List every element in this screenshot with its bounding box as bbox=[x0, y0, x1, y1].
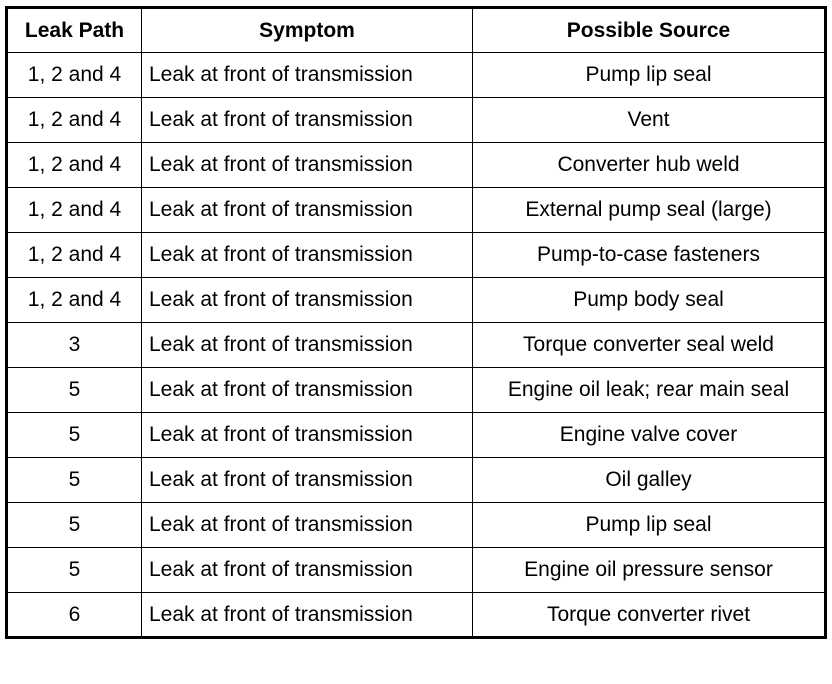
possible-source-cell: Pump lip seal bbox=[473, 53, 826, 98]
possible-source-cell: Pump-to-case fasteners bbox=[473, 233, 826, 278]
possible-source-cell: Engine oil leak; rear main seal bbox=[473, 368, 826, 413]
symptom-cell: Leak at front of transmission bbox=[142, 458, 473, 503]
possible-source-cell: Vent bbox=[473, 98, 826, 143]
table-row bbox=[7, 188, 826, 233]
leak-path-cell: 1, 2 and 4 bbox=[7, 278, 142, 323]
header-leak-path: Leak Path bbox=[7, 8, 142, 53]
possible-source-cell: External pump seal (large) bbox=[473, 188, 826, 233]
header-symptom: Symptom bbox=[142, 8, 473, 53]
leak-path-cell: 5 bbox=[7, 503, 142, 548]
possible-source-cell: Pump body seal bbox=[473, 278, 826, 323]
table-row bbox=[7, 593, 826, 638]
leak-path-cell: 1, 2 and 4 bbox=[7, 188, 142, 233]
leak-path-cell: 5 bbox=[7, 368, 142, 413]
symptom-cell: Leak at front of transmission bbox=[142, 278, 473, 323]
leak-path-cell: 1, 2 and 4 bbox=[7, 53, 142, 98]
table-row bbox=[7, 503, 826, 548]
table-row bbox=[7, 278, 826, 323]
possible-source-cell: Oil galley bbox=[473, 458, 826, 503]
symptom-cell: Leak at front of transmission bbox=[142, 413, 473, 458]
table-row bbox=[7, 53, 826, 98]
table-row bbox=[7, 458, 826, 503]
possible-source-cell: Converter hub weld bbox=[473, 143, 826, 188]
symptom-cell: Leak at front of transmission bbox=[142, 548, 473, 593]
table-row bbox=[7, 413, 826, 458]
leak-diagnosis-table bbox=[5, 6, 827, 639]
symptom-cell: Leak at front of transmission bbox=[142, 233, 473, 278]
possible-source-cell: Pump lip seal bbox=[473, 503, 826, 548]
header-row bbox=[7, 8, 826, 53]
possible-source-cell: Torque converter rivet bbox=[473, 593, 826, 638]
leak-path-cell: 1, 2 and 4 bbox=[7, 143, 142, 188]
header-possible-source: Possible Source bbox=[473, 8, 826, 53]
leak-path-cell: 1, 2 and 4 bbox=[7, 233, 142, 278]
possible-source-cell: Engine valve cover bbox=[473, 413, 826, 458]
symptom-cell: Leak at front of transmission bbox=[142, 593, 473, 638]
symptom-cell: Leak at front of transmission bbox=[142, 503, 473, 548]
leak-path-cell: 5 bbox=[7, 458, 142, 503]
symptom-cell: Leak at front of transmission bbox=[142, 143, 473, 188]
leak-path-cell: 5 bbox=[7, 548, 142, 593]
leak-path-cell: 3 bbox=[7, 323, 142, 368]
symptom-cell: Leak at front of transmission bbox=[142, 323, 473, 368]
leak-path-cell: 6 bbox=[7, 593, 142, 638]
symptom-cell: Leak at front of transmission bbox=[142, 368, 473, 413]
table-row bbox=[7, 548, 826, 593]
leak-path-cell: 1, 2 and 4 bbox=[7, 98, 142, 143]
symptom-cell: Leak at front of transmission bbox=[142, 53, 473, 98]
table-row bbox=[7, 233, 826, 278]
symptom-cell: Leak at front of transmission bbox=[142, 188, 473, 233]
symptom-cell: Leak at front of transmission bbox=[142, 98, 473, 143]
table-row bbox=[7, 323, 826, 368]
leak-path-cell: 5 bbox=[7, 413, 142, 458]
table-row bbox=[7, 143, 826, 188]
table-row bbox=[7, 368, 826, 413]
table-row bbox=[7, 98, 826, 143]
possible-source-cell: Torque converter seal weld bbox=[473, 323, 826, 368]
possible-source-cell: Engine oil pressure sensor bbox=[473, 548, 826, 593]
